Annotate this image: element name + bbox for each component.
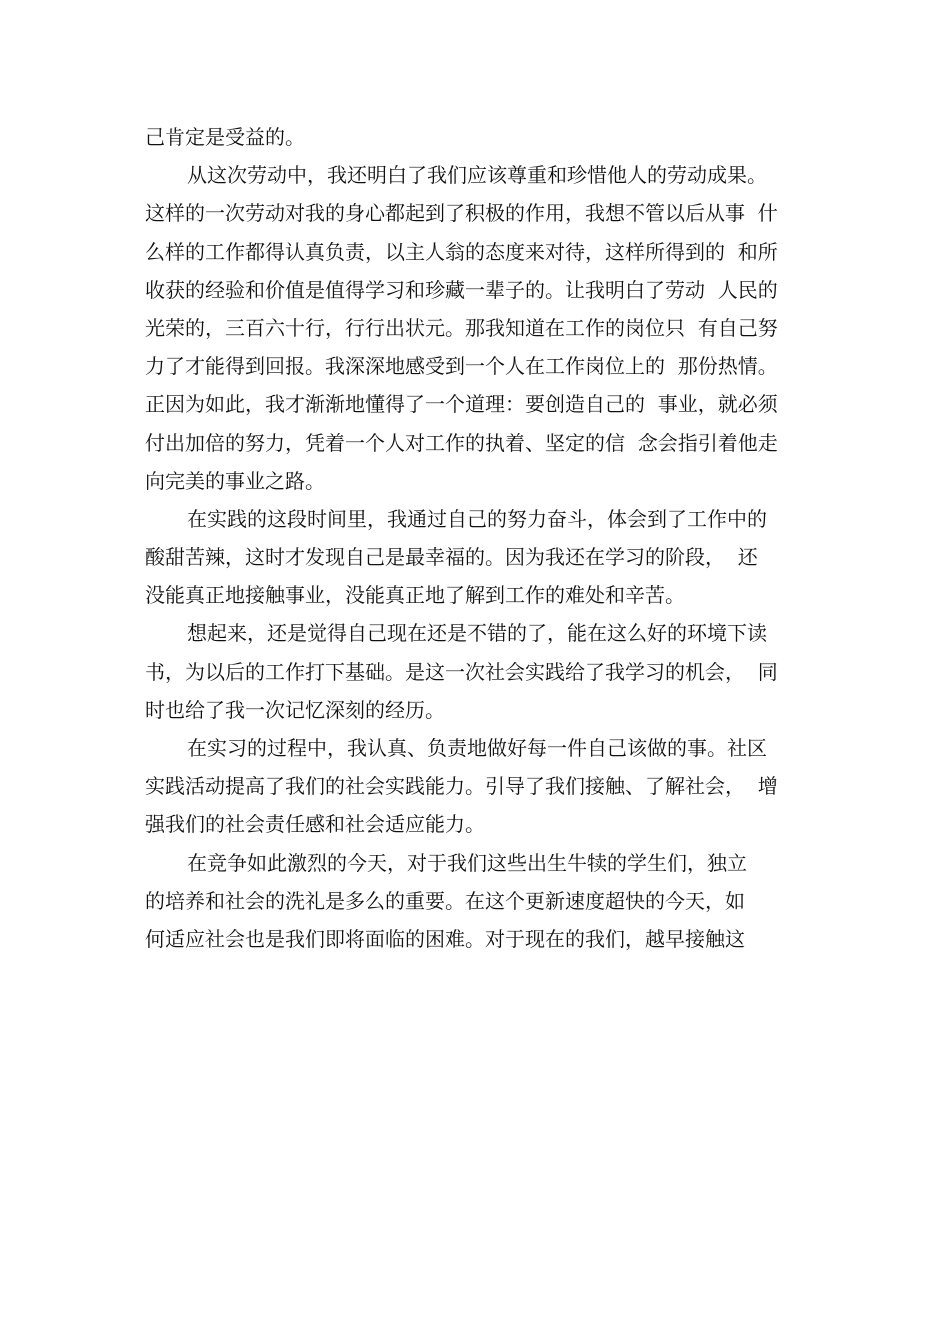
text-line: 酸甜苦辣，这时才发现自己是最幸福的。因为我还在学习的阶段， 还 <box>145 545 758 570</box>
text-line: 在实践的这段时间里，我通过自己的努力奋斗，体会到了工作中的 <box>187 506 767 531</box>
text-line: 强我们的社会责任感和社会适应能力。 <box>145 812 485 837</box>
text-line: 的培养和社会的洗礼是多么的重要。在这个更新速度超快的今天，如 <box>145 888 745 913</box>
text-line: 从这次劳动中，我还明白了我们应该尊重和珍惜他人的劳动成果。 <box>187 163 767 188</box>
text-line: 正因为如此，我才渐渐地懂得了一个道理：要创造自己的 事业，就必须 <box>145 392 778 417</box>
text-line: 力了才能得到回报。我深深地感受到一个人在工作岗位上的 那份热情。 <box>145 354 778 379</box>
text-line: 在实习的过程中，我认真、负责地做好每一件自己该做的事。社区 <box>187 736 767 760</box>
text-line: 付出加倍的努力，凭着一个人对工作的执着、坚定的信 念会指引着他走 <box>145 430 778 455</box>
text-line: 在竞争如此激烈的今天，对于我们这些出生牛犊的学生们，独立 <box>187 850 747 875</box>
text-line: 这样的一次劳动对我的身心都起到了积极的作用，我想不管以后从事 什 <box>145 201 778 226</box>
body-text <box>145 118 845 958</box>
text-line: 么样的工作都得认真负责，以主人翁的态度来对待，这样所得到的 和所 <box>145 239 778 264</box>
text-line: 向完美的事业之路。 <box>145 468 325 493</box>
text-line: 光荣的，三百六十行，行行出状元。那我知道在工作的岗位只 有自己努 <box>145 315 778 340</box>
text-line: 何适应社会也是我们即将面临的困难。对于现在的我们，越早接触这 <box>145 926 745 951</box>
text-line: 时也给了我一次记忆深刻的经历。 <box>145 697 445 722</box>
text-line: 收获的经验和价值是值得学习和珍藏一辈子的。让我明白了劳动 人民的 <box>145 277 778 302</box>
text-line: 实践活动提高了我们的社会实践能力。引导了我们接触、了解社会， 增 <box>145 774 778 799</box>
text-line: 己肯定是受益的。 <box>145 125 305 149</box>
text-line: 想起来，还是觉得自己现在还是不错的了，能在这么好的环境下读 <box>187 621 767 646</box>
text-line: 没能真正地接触事业，没能真正地了解到工作的难处和辛苦。 <box>145 583 685 608</box>
text-line: 书，为以后的工作打下基础。是这一次社会实践给了我学习的机会， 同 <box>145 659 778 684</box>
